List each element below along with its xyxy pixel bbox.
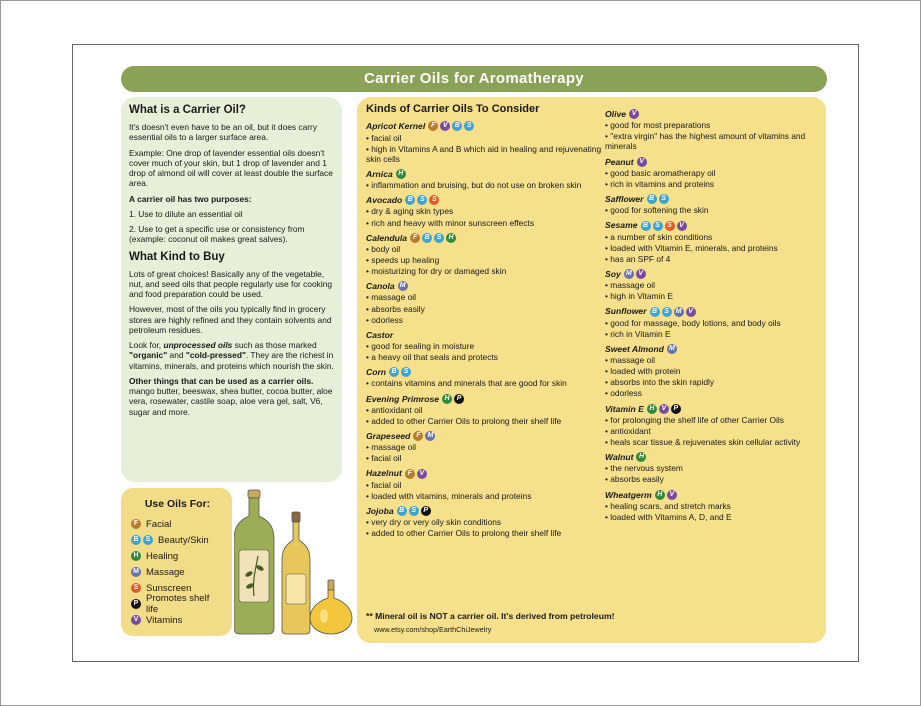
shelf-life-badge-icon: P [454, 394, 464, 404]
skin-badge-icon: S [401, 367, 411, 377]
text-span: . They are the richest in vitamins, minerals, and proteins which nourish the skin. [129, 350, 334, 371]
facial-badge-icon: F [428, 121, 438, 131]
oil-bullet: • good for most preparations [605, 120, 711, 131]
oil-name [605, 157, 820, 167]
oil-bullet: • facial oil [366, 132, 402, 143]
oil-bullet: • the nervous system [605, 463, 683, 474]
shop-url: www.etsy.com/shop/EarthChiJewelry [374, 625, 492, 634]
shelf-life-badge-icon: P [131, 599, 141, 609]
choices-text: Lots of great choices! Basically any of the vegetable, nut, and seed oils that people regularly use for cooking and food preparation could be used. [129, 268, 332, 300]
oil-name-text: Corn [366, 367, 387, 378]
healing-badge-icon: H [396, 169, 406, 179]
oil-name-text: Avocado [366, 195, 403, 206]
oil-bullet: • rich and heavy with minor sunscreen effects [366, 217, 535, 228]
purposes-label: A carrier oil has two purposes: [129, 193, 252, 204]
oil-name [366, 195, 602, 205]
text-span: Other things that can be used as a carrier oils. [129, 375, 314, 386]
legend-item [131, 593, 224, 615]
legend-item [131, 548, 224, 564]
oil-bullet: • absorbs easily [366, 303, 425, 314]
oil-name-text: Peanut [605, 156, 634, 167]
massage-badge-icon: M [674, 307, 684, 317]
legend-label: Promotes shelf life [145, 593, 210, 615]
oil-bullet: • added to other Carrier Oils to prolong their shelf life [366, 528, 562, 539]
beauty-badge-icon: B [641, 221, 651, 231]
oil-name-text: Evening Primrose [366, 393, 440, 404]
oil-bullet: • facial oil [366, 479, 402, 490]
oil-name [366, 468, 602, 478]
oil-name [605, 404, 820, 414]
oil-badges [413, 431, 437, 441]
healing-badge-icon: H [442, 394, 452, 404]
carrier-oil-info-panel [121, 97, 342, 482]
oil-name [366, 367, 602, 377]
oil-bullet: • loaded with Vitamin E, minerals, and proteins [605, 242, 778, 253]
vitamins-badge-icon: V [637, 157, 647, 167]
other-things-text [129, 376, 334, 417]
vitamins-badge-icon: V [440, 121, 450, 131]
skin-badge-icon: S [143, 535, 153, 545]
beauty-badge-icon: B [131, 535, 141, 545]
oil-name-text: Vitamin E [605, 403, 644, 414]
mineral-oil-note: ** Mineral oil is NOT a carrier oil. It's derived from petroleum! [366, 611, 615, 621]
oil-bullet: • very dry or very oily skin conditions [366, 517, 502, 528]
oil-bullet: • massage oil [605, 355, 655, 366]
facial-badge-icon: F [131, 519, 141, 529]
carrier-oils-list-panel [357, 97, 826, 643]
oil-badges [405, 195, 441, 205]
oil-bullet: • antioxidant oil [366, 404, 423, 415]
kinds-heading: Kinds of Carrier Oils To Consider [366, 103, 540, 115]
oil-badges [636, 452, 648, 462]
oils-column-1 [366, 103, 602, 539]
oil-badges [629, 109, 641, 119]
legend-label: Healing [146, 550, 179, 562]
shelf-life-badge-icon: P [421, 506, 431, 516]
oil-name-text: Walnut [605, 452, 634, 463]
legend-box [121, 488, 232, 636]
oil-name-text: Sweet Almond [605, 343, 664, 354]
text-span: mango butter, beeswax, shea butter, cocoa butter, aloe vera, rosewater, castile soap, aloe vera gel, salt, V6, sugar and more. [129, 386, 333, 417]
oil-name-text: Castor [366, 329, 394, 340]
oil-name [366, 233, 602, 243]
oil-name-text: Wheatgerm [605, 489, 652, 500]
oil-bullet: • odorless [366, 314, 403, 325]
vitamins-badge-icon: V [677, 221, 687, 231]
oil-bullet: • speeds up healing [366, 254, 440, 265]
slim-bottle-icon [282, 512, 310, 634]
text-span: unprocessed oils [163, 340, 233, 351]
oil-name [366, 330, 602, 340]
legend-label: Massage [146, 566, 185, 578]
vitamins-badge-icon: V [686, 307, 696, 317]
healing-badge-icon: H [655, 490, 665, 500]
tall-bottle-icon [234, 490, 274, 634]
beauty-badge-icon: B [405, 195, 415, 205]
facial-badge-icon: F [413, 431, 423, 441]
oil-bullet: • facial oil [366, 453, 402, 464]
oil-bullet: • absorbs easily [605, 474, 664, 485]
oil-name-text: Sesame [605, 220, 638, 231]
round-flask-icon [310, 580, 352, 634]
sunscreen-badge-icon: S [665, 221, 675, 231]
oil-name [366, 431, 602, 441]
oil-name [605, 194, 820, 204]
oil-bullet: • good basic aromatherapy oil [605, 167, 716, 178]
massage-badge-icon: M [131, 567, 141, 577]
skin-badge-icon: S [659, 194, 669, 204]
oil-bullet: • rich in Vitamin E [605, 328, 671, 339]
oil-bullet: • massage oil [366, 292, 416, 303]
legend-label: Sunscreen [146, 582, 192, 594]
shelf-life-badge-icon: P [671, 404, 681, 414]
healing-badge-icon: H [647, 404, 657, 414]
oil-bullet: • antioxidant [605, 425, 651, 436]
massage-badge-icon: M [624, 269, 634, 279]
skin-badge-icon: S [464, 121, 474, 131]
oil-bullet: • moisturizing for dry or damaged skin [366, 266, 507, 277]
purpose-2: 2. Use to get a specific use or consistency from (example: coconut oil makes great salves). [129, 224, 305, 245]
legend-item [131, 564, 224, 580]
skin-badge-icon: S [409, 506, 419, 516]
text-span: "organic" [129, 350, 168, 361]
oil-bullet: • absorbs into the skin rapidly [605, 377, 715, 388]
oil-badges [442, 394, 466, 404]
facial-badge-icon: F [405, 469, 415, 479]
beauty-badge-icon: B [389, 367, 399, 377]
purpose-1: 1. Use to dilute an essential oil [129, 208, 243, 219]
unprocessed-text [129, 340, 334, 371]
oil-bullet: • odorless [605, 388, 642, 399]
vitamins-badge-icon: V [417, 469, 427, 479]
oil-name [605, 452, 820, 462]
oil-name-text: Safflower [605, 194, 644, 205]
oil-bullet: • contains vitamins and minerals that are good for skin [366, 378, 567, 389]
healing-badge-icon: H [131, 551, 141, 561]
legend-item [131, 516, 224, 532]
oil-name [605, 109, 820, 119]
oil-name [605, 269, 820, 279]
beauty-badge-icon: B [452, 121, 462, 131]
legend-item [131, 532, 224, 548]
oil-badges [410, 233, 458, 243]
oil-name-text: Soy [605, 268, 621, 279]
skin-badge-icon: S [653, 221, 663, 231]
oil-badges [405, 469, 429, 479]
oil-name [605, 344, 820, 354]
massage-badge-icon: M [425, 431, 435, 441]
oil-bullet: • good for sealing in moisture [366, 341, 475, 351]
oil-badges [667, 344, 679, 354]
text-span: "cold-pressed" [185, 350, 246, 361]
oil-name-text: Canola [366, 281, 395, 292]
skin-badge-icon: S [434, 233, 444, 243]
oil-badges [650, 307, 698, 317]
oil-bullet: • good for massage, body lotions, and body oils [605, 317, 781, 328]
legend-title: Use Oils For: [144, 498, 211, 510]
facial-badge-icon: F [410, 233, 420, 243]
oil-name-text: Apricot Kernel [366, 121, 426, 132]
oil-name-text: Calendula [366, 232, 408, 243]
what-is-heading: What is a Carrier Oil? [129, 104, 246, 116]
oil-badges [647, 194, 671, 204]
oil-bullet: • body oil [366, 243, 401, 254]
legend-rows [131, 516, 224, 628]
vitamins-badge-icon: V [636, 269, 646, 279]
oil-bullet: • loaded with Vitamins A, D, and E [605, 511, 732, 522]
oil-name-text: Jojoba [366, 505, 394, 516]
oil-name [366, 506, 602, 516]
oil-bullet: • high in Vitamins A and B which aid in healing and rejuvenating skin cells [366, 143, 602, 164]
oil-bullet: • high in Vitamin E [605, 291, 673, 302]
oil-name-text: Hazelnut [366, 468, 402, 479]
legend-label: Facial [146, 518, 172, 530]
legend-label: Beauty/Skin [158, 534, 209, 546]
oil-name-text: Sunflower [605, 306, 647, 317]
sunscreen-badge-icon: S [429, 195, 439, 205]
oil-badges [397, 506, 433, 516]
text-span: and [167, 350, 186, 361]
text-span: such as those marked [232, 340, 317, 351]
oil-name-text: Olive [605, 109, 627, 119]
vitamins-badge-icon: V [629, 109, 639, 119]
beauty-badge-icon: B [422, 233, 432, 243]
oil-bullet: • massage oil [605, 280, 655, 291]
oil-badges [396, 169, 408, 179]
beauty-badge-icon: B [647, 194, 657, 204]
oil-badges [624, 269, 648, 279]
oil-bullet: • healing scars, and stretch marks [605, 500, 731, 511]
intro-text: It's doesn't even have to be an oil, but it does carry essential oils to a larger surface area. [129, 122, 318, 143]
vitamins-badge-icon: V [659, 404, 669, 414]
oil-badges [655, 490, 679, 500]
oil-name [605, 220, 820, 230]
oil-bullet: • massage oil [366, 442, 416, 453]
text-span: Look for, [129, 340, 164, 351]
massage-badge-icon: M [667, 344, 677, 354]
oil-badges [641, 221, 689, 231]
oil-name [605, 306, 820, 316]
vitamins-badge-icon: V [667, 490, 677, 500]
oil-bullet: • inflammation and bruising, but do not use on broken skin [366, 180, 582, 191]
oil-name [605, 490, 820, 500]
oil-bottles-illustration [234, 488, 354, 638]
oil-name-text: Arnica [366, 168, 393, 179]
healing-badge-icon: H [636, 452, 646, 462]
refined-text: However, most of the oils you typically find in grocery stores are highly refined and they contain solvents and petroleum residues. [129, 304, 332, 335]
skin-badge-icon: S [662, 307, 672, 317]
oil-bullet: • rich in vitamins and proteins [605, 178, 715, 189]
oil-bullet: • added to other Carrier Oils to prolong their shelf life [366, 415, 562, 426]
oil-badges [647, 404, 683, 414]
example-text: Example: One drop of lavender essential oils doesn't cover much of your skin, but 1 drop of lavender and 1 drop of almond oil will cover at least double the surface area. [129, 147, 333, 189]
oil-name [366, 394, 602, 404]
vitamins-badge-icon: V [131, 615, 141, 625]
oil-bullet: • "extra virgin" has the highest amount of vitamins and minerals [605, 131, 806, 152]
massage-badge-icon: M [398, 281, 408, 291]
healing-badge-icon: H [446, 233, 456, 243]
oil-bullet: • loaded with vitamins, minerals and proteins [366, 490, 532, 501]
oil-bullet: • good for softening the skin [605, 205, 709, 216]
oil-name [366, 169, 602, 179]
oil-badges [398, 281, 410, 291]
page-title: Carrier Oils for Aromatherapy [121, 66, 827, 92]
oil-name [366, 281, 602, 291]
oil-bullet: • has an SPF of 4 [605, 253, 671, 264]
oils-column-2 [605, 107, 820, 523]
oil-name-text: Grapeseed [366, 431, 411, 442]
oil-bullet: • heals scar tissue & rejuvenates skin cellular activity [605, 436, 801, 447]
beauty-badge-icon: B [397, 506, 407, 516]
oil-name [366, 121, 602, 131]
oil-bullet: • a heavy oil that seals and protects [366, 352, 498, 363]
oil-badges [637, 157, 649, 167]
skin-badge-icon: S [417, 195, 427, 205]
legend-label: Vitamins [146, 614, 183, 626]
oil-badges [389, 367, 413, 377]
what-kind-heading: What Kind to Buy [129, 250, 225, 263]
oil-bullet: • a number of skin conditions [605, 231, 713, 242]
oil-badges [428, 121, 476, 131]
sunscreen-badge-icon: S [131, 583, 141, 593]
oil-bullet: • for prolonging the shelf life of other Carrier Oils [605, 414, 784, 425]
beauty-badge-icon: B [650, 307, 660, 317]
oil-bullet: • dry & aging skin types [366, 206, 454, 217]
oil-bullet: • loaded with protein [605, 366, 681, 377]
